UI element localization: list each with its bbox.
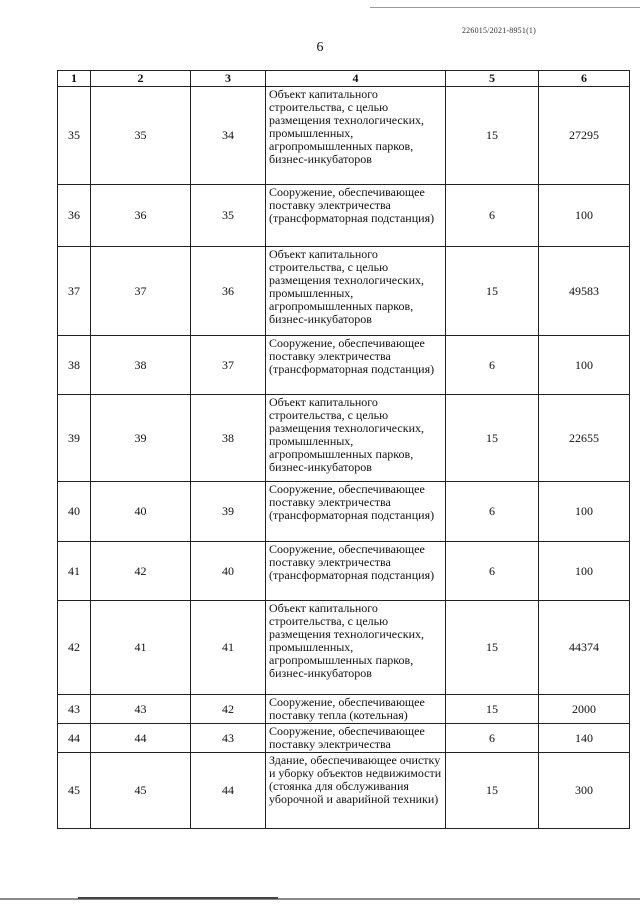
cell-description: Сооружение, обеспечивающее поставку электричества (трансформаторная подстанция): [266, 336, 446, 395]
header-col-6: 6: [539, 71, 630, 87]
cell-col-3: 41: [191, 601, 266, 695]
cell-row-no: 38: [58, 336, 91, 395]
cell-row-no: 40: [58, 482, 91, 542]
header-col-5: 5: [446, 71, 539, 87]
cell-description: Объект капитального строительства, с целью размещения технологических, промышленных, агропромышленных парков, бизнес-инкубаторов: [266, 395, 446, 482]
cell-col-3: 43: [191, 724, 266, 753]
header-col-3: 3: [191, 71, 266, 87]
table-row: [58, 395, 630, 482]
table-row: [58, 753, 630, 829]
table-row: [58, 695, 630, 724]
table-row: [58, 482, 630, 542]
cell-col-2: 36: [91, 185, 191, 247]
table-row: [58, 87, 630, 185]
cell-col-5: 6: [446, 542, 539, 601]
cell-col-3: 35: [191, 185, 266, 247]
cell-col-2: 37: [91, 247, 191, 336]
table-row: [58, 724, 630, 753]
table-body: [58, 87, 630, 829]
cell-col-2: 43: [91, 695, 191, 724]
cell-col-3: 37: [191, 336, 266, 395]
cell-area: 44374: [539, 601, 630, 695]
cell-col-5: 6: [446, 185, 539, 247]
cell-col-3: 44: [191, 753, 266, 829]
scan-top-rule: [370, 7, 640, 8]
cell-area: 100: [539, 336, 630, 395]
cell-row-no: 39: [58, 395, 91, 482]
cell-col-2: 45: [91, 753, 191, 829]
header-row: [58, 71, 630, 87]
cell-description: Сооружение, обеспечивающее поставку электричества (трансформаторная подстанция): [266, 542, 446, 601]
cell-area: 300: [539, 753, 630, 829]
page-number: 6: [316, 40, 324, 55]
table-row: [58, 247, 630, 336]
cell-description: Сооружение, обеспечивающее поставку электричества: [266, 724, 446, 753]
cell-description: Объект капитального строительства, с целью размещения технологических, промышленных, агропромышленных парков, бизнес-инкубаторов: [266, 87, 446, 185]
cell-col-3: 34: [191, 87, 266, 185]
cell-col-5: 15: [446, 601, 539, 695]
cell-col-3: 38: [191, 395, 266, 482]
header-col-1: 1: [58, 71, 91, 87]
cell-col-3: 40: [191, 542, 266, 601]
cell-row-no: 35: [58, 87, 91, 185]
cell-description: Сооружение, обеспечивающее поставку электричества (трансформаторная подстанция): [266, 482, 446, 542]
cell-col-5: 6: [446, 724, 539, 753]
cell-row-no: 41: [58, 542, 91, 601]
cell-col-5: 15: [446, 247, 539, 336]
cell-col-5: 15: [446, 395, 539, 482]
cell-description: Сооружение, обеспечивающее поставку электричества (трансформаторная подстанция): [266, 185, 446, 247]
cell-col-3: 36: [191, 247, 266, 336]
cell-col-2: 42: [91, 542, 191, 601]
cell-area: 22655: [539, 395, 630, 482]
cell-col-3: 39: [191, 482, 266, 542]
cell-col-5: 15: [446, 87, 539, 185]
cell-description: Сооружение, обеспечивающее поставку тепла (котельная): [266, 695, 446, 724]
cell-row-no: 42: [58, 601, 91, 695]
cell-area: 27295: [539, 87, 630, 185]
cell-col-2: 39: [91, 395, 191, 482]
cell-area: 100: [539, 185, 630, 247]
cell-description: Здание, обеспечивающее очистку и уборку объектов недвижимости (стоянка для обслуживания уборочной и аварийной техники): [266, 753, 446, 829]
cell-area: 49583: [539, 247, 630, 336]
cell-col-5: 6: [446, 482, 539, 542]
table-row: [58, 601, 630, 695]
cell-row-no: 37: [58, 247, 91, 336]
cell-col-2: 35: [91, 87, 191, 185]
cell-area: 140: [539, 724, 630, 753]
cell-area: 2000: [539, 695, 630, 724]
document-id: 226015/2021-8951(1): [461, 26, 536, 35]
cell-col-2: 44: [91, 724, 191, 753]
cell-description: Объект капитального строительства, с целью размещения технологических, промышленных, агропромышленных парков, бизнес-инкубаторов: [266, 601, 446, 695]
cell-col-2: 38: [91, 336, 191, 395]
cell-row-no: 44: [58, 724, 91, 753]
cell-col-3: 42: [191, 695, 266, 724]
header-col-2: 2: [91, 71, 191, 87]
cell-col-5: 6: [446, 336, 539, 395]
cell-description: Объект капитального строительства, с целью размещения технологических, промышленных, агропромышленных парков, бизнес-инкубаторов: [266, 247, 446, 336]
land-plot-table: [57, 70, 630, 829]
cell-row-no: 36: [58, 185, 91, 247]
cell-row-no: 43: [58, 695, 91, 724]
cell-area: 100: [539, 482, 630, 542]
table-row: [58, 185, 630, 247]
cell-col-2: 41: [91, 601, 191, 695]
table-row: [58, 336, 630, 395]
cell-row-no: 45: [58, 753, 91, 829]
cell-col-2: 40: [91, 482, 191, 542]
table-row: [58, 542, 630, 601]
cell-col-5: 15: [446, 695, 539, 724]
cell-area: 100: [539, 542, 630, 601]
cell-col-5: 15: [446, 753, 539, 829]
scan-bottom-mark: [78, 897, 278, 899]
table-header: [58, 71, 630, 87]
header-col-4: 4: [266, 71, 446, 87]
